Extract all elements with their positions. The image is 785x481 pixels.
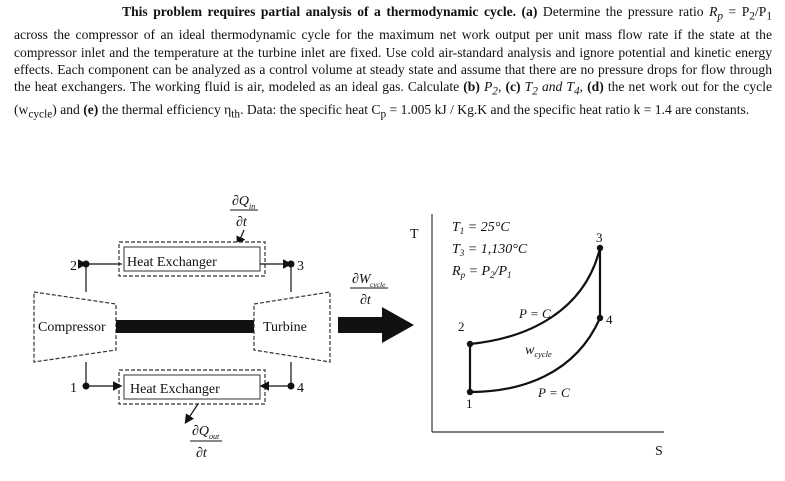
- part-c-and: and T: [537, 79, 574, 95]
- part-d-label: (d): [587, 79, 604, 95]
- heat-out-top: ∂Q: [192, 424, 210, 439]
- part-d-text: the net work out for the cycle (w: [14, 79, 773, 118]
- ts-point-2-label: 2: [458, 319, 465, 334]
- given-t3: $T_3 = 1,130^\circ C$: [452, 242, 528, 258]
- work-bottom: ∂t: [360, 293, 371, 308]
- state-4-label: 4: [297, 381, 304, 396]
- shaft: [116, 320, 254, 333]
- heat-out-arrow: [186, 404, 198, 422]
- part-e-text: the thermal efficiency η: [98, 102, 232, 118]
- data-text: . Data: the specific heat C: [240, 102, 381, 118]
- ts-point-4-label: 4: [606, 312, 613, 327]
- cp-sub: p: [380, 109, 387, 122]
- p2-sub: 2: [749, 10, 755, 23]
- part-a-label: (a): [521, 4, 538, 19]
- part-a-text2: across the compressor of an ideal thermodynamic cycle for the maximum net work output per unit mass flow rate if the state at the compressor inlet and the temperature at the turbine inlet are fixed. Use cold air-standard analysis and ignore potential and kinetic energy effects. Each component can be analyzed as a control volume at steady state and assume that there are no pressure drops for flow through the heat exchangers. The working fluid is air, modeled as an ideal gas. Calculate: [14, 27, 772, 95]
- intro-heading: This problem requires partial analysis of a thermodynamic cycle.: [122, 4, 517, 19]
- part-a-text: Determine the pressure ratio: [537, 4, 710, 19]
- rp-sub: p: [717, 10, 724, 23]
- turbine-label: Turbine: [263, 320, 307, 335]
- state-1-label: 1: [70, 381, 77, 396]
- ts-axis-t-label: T: [410, 227, 419, 242]
- part-b-text: P: [479, 79, 493, 95]
- heat-exchanger-top-label: Heat Exchanger: [127, 255, 217, 270]
- work-arrow-icon: [338, 307, 414, 343]
- given-rp: $R_p = P_2/P_1$: [452, 264, 512, 280]
- state-3-label: 3: [297, 259, 304, 274]
- ts-point-2: [467, 341, 473, 347]
- part-b-label: (b): [463, 79, 480, 95]
- heat-in-bottom: ∂t: [236, 215, 247, 230]
- part-d-sub: cycle: [28, 109, 53, 122]
- p1-sub: 1: [766, 10, 772, 23]
- rp-slash: /P: [754, 4, 767, 19]
- process-2-3: [470, 248, 600, 344]
- work-cycle-label: $w_{cycle}$: [525, 343, 552, 359]
- part-d-end: ) and: [52, 102, 80, 118]
- part-c-sub2: 4: [574, 86, 580, 99]
- part-e-label: (e): [83, 102, 99, 118]
- given-t1: $T_1 = 25^\circ C$: [452, 220, 510, 236]
- state-1-dot: [83, 383, 90, 390]
- state-2-label: 2: [70, 259, 77, 274]
- work-top: ∂W: [352, 272, 371, 287]
- part-c-sub1: 2: [532, 86, 538, 99]
- compressor-label: Compressor: [38, 320, 106, 335]
- heat-out-sub: out: [209, 432, 220, 441]
- ts-point-1: [467, 389, 473, 395]
- work-sub: cycle: [370, 280, 386, 289]
- state-4-dot: [288, 383, 295, 390]
- ts-point-1-label: 1: [466, 396, 473, 411]
- heat-in-sub: in: [249, 202, 256, 211]
- part-b-sub: 2: [492, 86, 498, 99]
- part-e-sub: th: [231, 109, 241, 122]
- part-c-text: T: [520, 79, 533, 95]
- cp-value: = 1.005 kJ / Kg.K and the specific heat ratio k = 1.4 are constants.: [386, 102, 750, 118]
- heat-in-top: ∂Q: [232, 194, 250, 209]
- rp-eq: = P: [723, 4, 750, 19]
- ts-point-3: [597, 245, 603, 251]
- ts-point-3-label: 3: [596, 230, 603, 245]
- isobar-low-label: P = C: [538, 385, 570, 400]
- heat-exchanger-bottom-label: Heat Exchanger: [130, 382, 220, 397]
- ts-axis-s-label: S: [655, 444, 663, 459]
- ts-point-4: [597, 315, 603, 321]
- heat-out-bottom: ∂t: [196, 446, 207, 461]
- problem-statement: This problem requires partial analysis of a thermodynamic cycle. (a) Determine the pressure ratio $R_p = P_2/P_1$ across the compressor of an ideal thermodynamic cycle for the maximum net work output per unit mass flow rate if the state at the compressor inlet and the temperature at the turbine inlet are fixed. Use cold air-standard analysis and ignore potential and kinetic energy effects. Each component can be analyzed as a control volume at steady state and assume that there are no pressure drops for flow through the heat exchangers. The working fluid is air, modeled as an ideal gas. Calculate (b) $P_2$, (c) $T_2$ and $T_4$, (d) the net work out for the cycle $(w_{cycle})$ and (e) the thermal efficiency $\eta_{th}$. Data: the specific heat $C_p = 1.005$ kJ / Kg.K and the specific heat ratio k = 1.4 are constants.: [14, 4, 773, 122]
- part-c-label: (c): [505, 79, 521, 95]
- isobar-high-label: P = C: [519, 306, 551, 321]
- rp-symbol: R: [709, 4, 718, 19]
